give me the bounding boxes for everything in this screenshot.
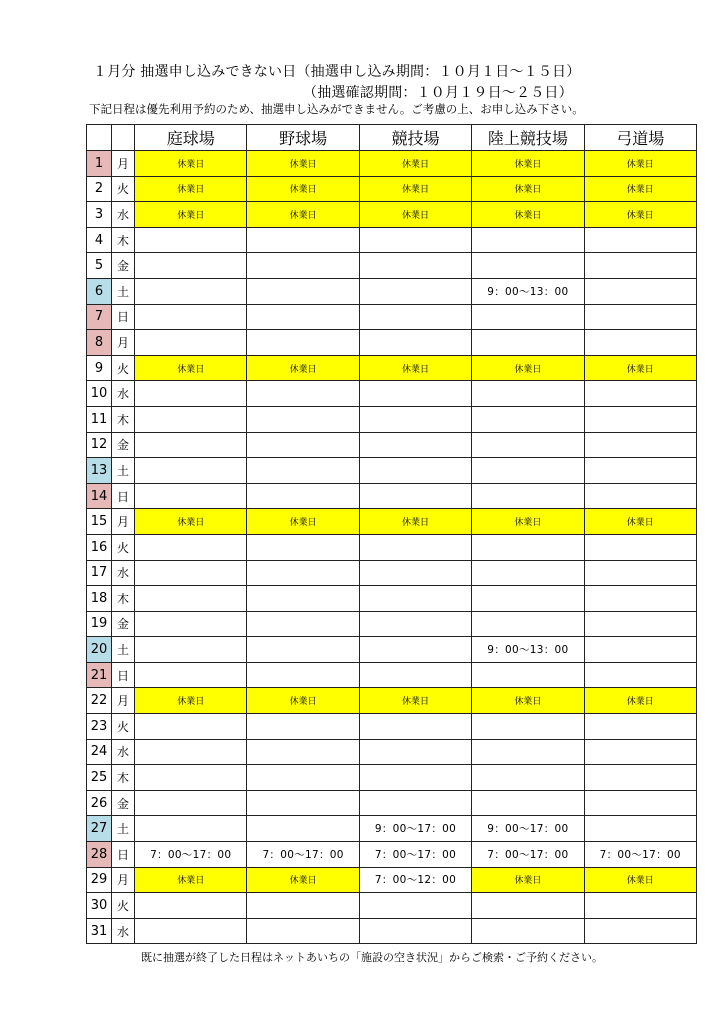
schedule-cell: 休業日 [135, 202, 247, 228]
schedule-cell [472, 893, 584, 919]
day-number: 28 [87, 842, 112, 868]
weekday: 水 [112, 739, 135, 765]
schedule-cell [359, 253, 471, 279]
table-row [87, 406, 697, 432]
schedule-cell [135, 765, 247, 791]
schedule-cell [472, 253, 584, 279]
table-row [87, 611, 697, 637]
table-row [87, 253, 697, 279]
schedule-cell [247, 739, 359, 765]
schedule-cell: 休業日 [247, 176, 359, 202]
weekday: 月 [112, 330, 135, 356]
schedule-cell: 7：00～12：00 [359, 867, 471, 893]
day-number: 23 [87, 714, 112, 740]
schedule-cell [135, 278, 247, 304]
weekday: 日 [112, 662, 135, 688]
schedule-cell [472, 304, 584, 330]
schedule-cell [135, 611, 247, 637]
schedule-cell [247, 816, 359, 842]
schedule-cell [135, 304, 247, 330]
column-header-stadium: 競技場 [359, 125, 471, 151]
table-row [87, 381, 697, 407]
schedule-cell [584, 816, 696, 842]
schedule-cell [472, 662, 584, 688]
schedule-cell: 休業日 [472, 355, 584, 381]
schedule-cell [247, 611, 359, 637]
weekday: 土 [112, 816, 135, 842]
schedule-cell [135, 253, 247, 279]
schedule-cell: 休業日 [135, 355, 247, 381]
schedule-cell [584, 406, 696, 432]
schedule-cell [247, 765, 359, 791]
schedule-cell: 9：00～17：00 [359, 816, 471, 842]
schedule-cell: 休業日 [472, 688, 584, 714]
schedule-cell: 休業日 [472, 176, 584, 202]
table-row [87, 278, 697, 304]
schedule-cell [359, 893, 471, 919]
schedule-cell [584, 586, 696, 612]
weekday: 月 [112, 688, 135, 714]
schedule-cell [472, 483, 584, 509]
table-row [87, 662, 697, 688]
table-row [87, 176, 697, 202]
day-number: 18 [87, 586, 112, 612]
schedule-cell [359, 432, 471, 458]
schedule-cell [135, 560, 247, 586]
table-row [87, 458, 697, 484]
table-row [87, 790, 697, 816]
schedule-cell [472, 534, 584, 560]
schedule-cell [135, 637, 247, 663]
schedule-cell: 休業日 [472, 202, 584, 228]
schedule-cell [472, 765, 584, 791]
schedule-cell [135, 662, 247, 688]
day-number: 31 [87, 918, 112, 944]
day-number: 10 [87, 381, 112, 407]
schedule-cell [247, 893, 359, 919]
day-number: 19 [87, 611, 112, 637]
table-row [87, 355, 697, 381]
schedule-cell [359, 381, 471, 407]
schedule-cell: 7：00～17：00 [584, 842, 696, 868]
schedule-cell [584, 381, 696, 407]
schedule-cell [472, 432, 584, 458]
day-number: 6 [87, 278, 112, 304]
day-number: 8 [87, 330, 112, 356]
schedule-cell [247, 406, 359, 432]
schedule-cell: 休業日 [584, 202, 696, 228]
schedule-cell [584, 739, 696, 765]
schedule-cell [472, 586, 584, 612]
schedule-table [86, 124, 697, 944]
day-number: 20 [87, 637, 112, 663]
weekday: 金 [112, 611, 135, 637]
day-number: 15 [87, 509, 112, 535]
day-number: 3 [87, 202, 112, 228]
schedule-cell [584, 304, 696, 330]
schedule-cell [584, 458, 696, 484]
notice-text: 下記日程は優先利用予約のため、抽選申し込みができません。ご考慮の上、お申し込み下さい。 [89, 102, 584, 116]
schedule-cell: 休業日 [359, 151, 471, 177]
schedule-cell [247, 227, 359, 253]
day-number: 12 [87, 432, 112, 458]
schedule-cell [359, 765, 471, 791]
weekday-header [112, 125, 135, 151]
weekday: 土 [112, 278, 135, 304]
schedule-cell [135, 432, 247, 458]
schedule-cell: 休業日 [472, 509, 584, 535]
schedule-cell [584, 330, 696, 356]
schedule-cell [584, 278, 696, 304]
header-row [87, 125, 697, 151]
day-number: 1 [87, 151, 112, 177]
table-row [87, 432, 697, 458]
table-row [87, 227, 697, 253]
table-row [87, 739, 697, 765]
day-number: 4 [87, 227, 112, 253]
schedule-cell: 休業日 [472, 151, 584, 177]
schedule-cell [247, 586, 359, 612]
column-header-baseball: 野球場 [247, 125, 359, 151]
schedule-cell: 9：00～17：00 [472, 816, 584, 842]
table-row [87, 330, 697, 356]
weekday: 土 [112, 637, 135, 663]
day-number: 26 [87, 790, 112, 816]
schedule-cell [584, 560, 696, 586]
schedule-cell: 休業日 [584, 355, 696, 381]
schedule-cell [247, 662, 359, 688]
schedule-cell: 休業日 [247, 509, 359, 535]
schedule-cell: 7：00～17：00 [472, 842, 584, 868]
schedule-cell [135, 483, 247, 509]
schedule-cell: 休業日 [135, 151, 247, 177]
confirmation-period: （抽選確認期間：１０月１９日～２５日） [303, 85, 573, 101]
table-row [87, 816, 697, 842]
schedule-cell [472, 790, 584, 816]
table-row [87, 637, 697, 663]
schedule-cell [472, 611, 584, 637]
schedule-cell [247, 381, 359, 407]
schedule-cell [472, 560, 584, 586]
schedule-cell [359, 739, 471, 765]
schedule-cell: 休業日 [584, 509, 696, 535]
day-number: 22 [87, 688, 112, 714]
day-number: 29 [87, 867, 112, 893]
schedule-cell [359, 278, 471, 304]
weekday: 火 [112, 714, 135, 740]
schedule-cell [135, 406, 247, 432]
schedule-cell [247, 918, 359, 944]
schedule-cell: 9：00～13：00 [472, 278, 584, 304]
weekday: 水 [112, 560, 135, 586]
schedule-cell [359, 611, 471, 637]
schedule-cell [359, 534, 471, 560]
weekday: 木 [112, 406, 135, 432]
schedule-cell [359, 714, 471, 740]
schedule-cell [359, 790, 471, 816]
table-row [87, 867, 697, 893]
schedule-cell [472, 458, 584, 484]
weekday: 火 [112, 893, 135, 919]
schedule-cell: 休業日 [584, 688, 696, 714]
schedule-cell [247, 330, 359, 356]
schedule-cell [472, 381, 584, 407]
table-row [87, 765, 697, 791]
weekday: 火 [112, 355, 135, 381]
day-number: 2 [87, 176, 112, 202]
schedule-cell [584, 253, 696, 279]
schedule-cell [584, 483, 696, 509]
schedule-cell [472, 227, 584, 253]
schedule-cell [584, 893, 696, 919]
schedule-cell: 休業日 [247, 202, 359, 228]
schedule-cell [247, 278, 359, 304]
table-row [87, 483, 697, 509]
weekday: 月 [112, 151, 135, 177]
schedule-cell [359, 483, 471, 509]
schedule-cell [472, 714, 584, 740]
schedule-cell: 休業日 [359, 202, 471, 228]
day-number: 7 [87, 304, 112, 330]
weekday: 金 [112, 790, 135, 816]
schedule-cell [584, 790, 696, 816]
weekday: 月 [112, 867, 135, 893]
schedule-cell: 休業日 [584, 867, 696, 893]
schedule-cell [135, 534, 247, 560]
schedule-cell: 休業日 [135, 867, 247, 893]
weekday: 火 [112, 176, 135, 202]
schedule-cell [359, 458, 471, 484]
schedule-cell: 休業日 [247, 688, 359, 714]
schedule-cell [135, 586, 247, 612]
schedule-cell [247, 483, 359, 509]
weekday: 土 [112, 458, 135, 484]
schedule-cell: 休業日 [584, 176, 696, 202]
schedule-cell: 9：00～13：00 [472, 637, 584, 663]
schedule-cell [247, 304, 359, 330]
weekday: 木 [112, 765, 135, 791]
weekday: 木 [112, 586, 135, 612]
schedule-cell [135, 893, 247, 919]
schedule-cell [584, 227, 696, 253]
schedule-cell [584, 918, 696, 944]
day-header [87, 125, 112, 151]
schedule-cell [472, 330, 584, 356]
column-header-tennis: 庭球場 [135, 125, 247, 151]
day-number: 14 [87, 483, 112, 509]
schedule-cell: 休業日 [359, 176, 471, 202]
schedule-cell [359, 637, 471, 663]
table-row [87, 714, 697, 740]
weekday: 月 [112, 509, 135, 535]
schedule-cell [135, 330, 247, 356]
schedule-cell [472, 406, 584, 432]
weekday: 木 [112, 227, 135, 253]
schedule-cell [359, 918, 471, 944]
day-number: 17 [87, 560, 112, 586]
day-number: 25 [87, 765, 112, 791]
schedule-cell: 休業日 [359, 509, 471, 535]
schedule-cell [135, 714, 247, 740]
schedule-cell [247, 560, 359, 586]
schedule-cell [584, 432, 696, 458]
day-number: 13 [87, 458, 112, 484]
column-header-archery: 弓道場 [584, 125, 696, 151]
table-row [87, 509, 697, 535]
table-row [87, 918, 697, 944]
schedule-cell [584, 611, 696, 637]
schedule-cell [584, 534, 696, 560]
schedule-cell: 休業日 [135, 509, 247, 535]
schedule-cell [247, 432, 359, 458]
footer-note: 既に抽選が終了した日程はネットあいちの「施設の空き状況」からご検索・ご予約ください。 [141, 951, 603, 964]
weekday: 日 [112, 483, 135, 509]
weekday: 水 [112, 202, 135, 228]
schedule-cell [359, 586, 471, 612]
weekday: 日 [112, 842, 135, 868]
table-row [87, 534, 697, 560]
schedule-cell [359, 406, 471, 432]
day-number: 16 [87, 534, 112, 560]
schedule-cell: 休業日 [247, 867, 359, 893]
schedule-cell: 休業日 [135, 176, 247, 202]
schedule-cell [584, 765, 696, 791]
day-number: 30 [87, 893, 112, 919]
schedule-cell [359, 330, 471, 356]
schedule-cell [247, 637, 359, 663]
schedule-cell [135, 227, 247, 253]
schedule-cell: 休業日 [135, 688, 247, 714]
schedule-cell: 7：00～17：00 [247, 842, 359, 868]
schedule-cell [472, 918, 584, 944]
schedule-cell [584, 662, 696, 688]
schedule-cell: 休業日 [247, 151, 359, 177]
schedule-cell [359, 304, 471, 330]
schedule-cell [359, 662, 471, 688]
schedule-cell [135, 918, 247, 944]
weekday: 金 [112, 253, 135, 279]
page-title: １月分 抽選申し込みできない日（抽選申し込み期間：１０月１日～１５日） [93, 64, 581, 80]
weekday: 金 [112, 432, 135, 458]
schedule-cell [135, 458, 247, 484]
schedule-cell [247, 534, 359, 560]
schedule-cell: 休業日 [359, 688, 471, 714]
day-number: 27 [87, 816, 112, 842]
weekday: 水 [112, 381, 135, 407]
table-row [87, 151, 697, 177]
table-row [87, 893, 697, 919]
column-header-athletics: 陸上競技場 [472, 125, 584, 151]
weekday: 日 [112, 304, 135, 330]
schedule-cell: 7：00～17：00 [359, 842, 471, 868]
day-number: 24 [87, 739, 112, 765]
schedule-cell: 休業日 [584, 151, 696, 177]
schedule-cell: 休業日 [359, 355, 471, 381]
schedule-cell: 休業日 [472, 867, 584, 893]
schedule-cell [135, 739, 247, 765]
schedule-cell [135, 816, 247, 842]
schedule-cell [135, 381, 247, 407]
weekday: 水 [112, 918, 135, 944]
table-row [87, 842, 697, 868]
schedule-cell [135, 790, 247, 816]
table-row [87, 202, 697, 228]
schedule-cell [359, 227, 471, 253]
schedule-cell [359, 560, 471, 586]
schedule-cell [584, 637, 696, 663]
table-row [87, 560, 697, 586]
table-row [87, 688, 697, 714]
schedule-cell [247, 714, 359, 740]
day-number: 9 [87, 355, 112, 381]
day-number: 5 [87, 253, 112, 279]
schedule-cell [247, 253, 359, 279]
schedule-cell [247, 458, 359, 484]
schedule-cell: 休業日 [247, 355, 359, 381]
day-number: 11 [87, 406, 112, 432]
table-row [87, 304, 697, 330]
schedule-cell: 7：00～17：00 [135, 842, 247, 868]
schedule-cell [247, 790, 359, 816]
schedule-cell [472, 739, 584, 765]
table-row [87, 586, 697, 612]
day-number: 21 [87, 662, 112, 688]
schedule-cell [584, 714, 696, 740]
weekday: 火 [112, 534, 135, 560]
